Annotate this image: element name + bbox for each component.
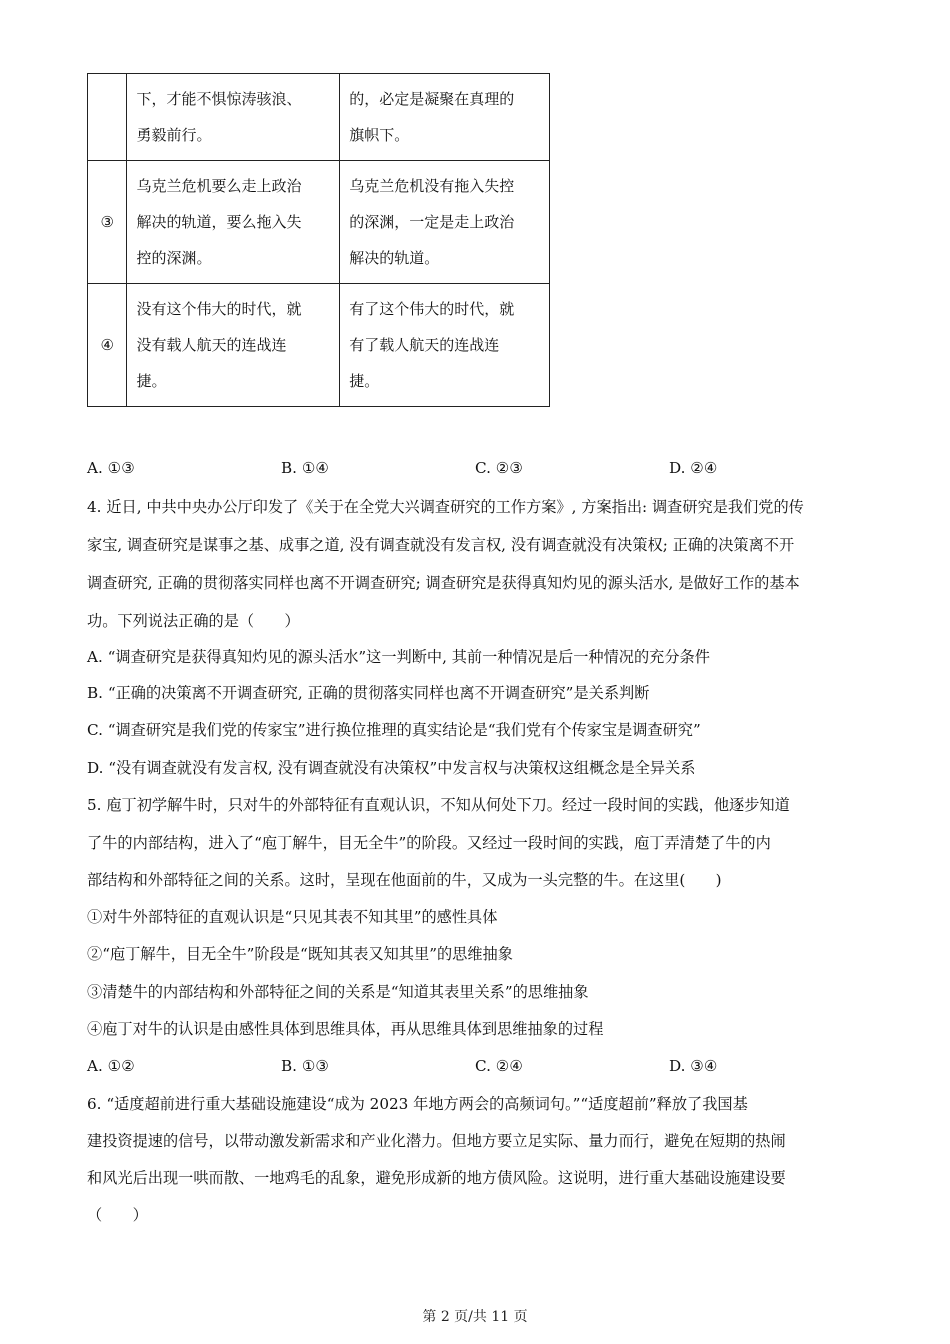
q5-options — [87, 1057, 787, 1077]
left-statement-cell — [127, 74, 340, 161]
q5-option-d[interactable]: D. ③④ — [669, 1057, 718, 1075]
cell-text-line: 下，才能不惧惊涛骇浪、 — [136, 90, 302, 108]
q4-option-c[interactable]: C. “调查研究是我们党的传家宝”进行换位推理的真实结论是“我们党有个传家宝是调查研究” — [87, 721, 701, 739]
q6-stem-line: （ ） — [87, 1206, 148, 1224]
q3-option-b[interactable]: B. ①④ — [281, 459, 330, 477]
left-statement-cell — [127, 284, 340, 407]
page-footer: 第 2 页/共 11 页 — [422, 1309, 528, 1325]
q4-option-d[interactable]: D. “没有调查就没有发言权, 没有调查就没有决策权”中发言权与决策权这组概念是全异关系 — [87, 759, 696, 777]
q6-stem-line: 建投资提速的信号，以带动激发新需求和产业化潜力。但地方要立足实际、量力而行，避免在短期的热闹 — [87, 1132, 786, 1150]
q3-option-d[interactable]: D. ②④ — [669, 459, 718, 477]
q6-stem-line: 6. “适度超前进行重大基础设施建设“成为 2023 年地方两会的高频词句。”“适度超前”释放了我国基 — [87, 1095, 748, 1113]
table-row — [88, 74, 550, 161]
cell-text-line: 有了载人航天的连战连 — [349, 336, 500, 354]
cell-text-line: 捷。 — [136, 372, 167, 390]
q3-option-a[interactable]: A. ①③ — [87, 459, 135, 477]
q4-option-b[interactable]: B. “正确的决策离不开调查研究, 正确的贯彻落实同样也离不开调查研究”是关系判断 — [87, 684, 650, 702]
right-statement-cell — [340, 74, 550, 161]
cell-text-line: 乌克兰危机要么走上政治 — [136, 177, 302, 195]
cell-text-line: 的，必定是凝聚在真理的 — [349, 90, 515, 108]
q5-stem-line: 5. 庖丁初学解牛时，只对牛的外部特征有直观认识，不知从何处下刀。经过一段时间的实践，他逐步知道 — [87, 796, 790, 814]
q3-options — [87, 459, 787, 479]
q3-option-c[interactable]: C. ②③ — [475, 459, 523, 477]
table-row — [88, 284, 550, 407]
cell-text-line: 乌克兰危机没有拖入失控 — [349, 177, 515, 195]
cell-text-line: 勇毅前行。 — [136, 126, 212, 144]
cell-text-line: 捷。 — [349, 372, 380, 390]
cell-text-line: 旗帜下。 — [349, 126, 410, 144]
cell-text-line: 没有载人航天的连战连 — [136, 336, 287, 354]
q5-item: ④庖丁对牛的认识是由感性具体到思维具体，再从思维具体到思维抽象的过程 — [87, 1020, 604, 1038]
cell-text-line: 解决的轨道。 — [349, 249, 440, 267]
q5-option-a[interactable]: A. ①② — [87, 1057, 135, 1075]
row-number: ④ — [88, 284, 127, 407]
q4-option-a[interactable]: A. “调查研究是获得真知灼见的源头活水”这一判断中, 其前一种情况是后一种情况的充分条件 — [87, 648, 710, 666]
q5-option-c[interactable]: C. ②④ — [475, 1057, 523, 1075]
q5-stem-line: 部结构和外部特征之间的关系。这时，呈现在他面前的牛，又成为一头完整的牛。在这里( ) — [87, 871, 722, 889]
q5-item: ③清楚牛的内部结构和外部特征之间的关系是“知道其表里关系”的思维抽象 — [87, 983, 589, 1001]
cell-text-line: 控的深渊。 — [136, 249, 212, 267]
row-number: ③ — [88, 161, 127, 284]
cell-text-line: 解决的轨道，要么拖入失 — [136, 213, 302, 231]
q5-item: ②“庖丁解牛，目无全牛”阶段是“既知其表又知其里”的思维抽象 — [87, 945, 513, 963]
cell-text-line: 的深渊，一定是走上政治 — [349, 213, 515, 231]
right-statement-cell — [340, 284, 550, 407]
q4-stem-line: 调查研究, 正确的贯彻落实同样也离不开调查研究; 调查研究是获得真知灼见的源头活水, 是做好工作的基本 — [87, 574, 800, 592]
q5-stem-line: 了牛的内部结构，进入了“庖丁解牛，目无全牛”的阶段。又经过一段时间的实践，庖丁弄清楚了牛的内 — [87, 834, 771, 852]
q5-item: ①对牛外部特征的直观认识是“只见其表不知其里”的感性具体 — [87, 908, 498, 926]
q4-stem-line: 功。下列说法正确的是（ ） — [87, 612, 300, 630]
q5-option-b[interactable]: B. ①③ — [281, 1057, 330, 1075]
cell-text-line: 没有这个伟大的时代，就 — [136, 300, 302, 318]
q6-stem-line: 和风光后出现一哄而散、一地鸡毛的乱象，避免形成新的地方债风险。这说明，进行重大基础设施建设要 — [87, 1169, 786, 1187]
q4-stem-line: 家宝, 调查研究是谋事之基、成事之道, 没有调查就没有发言权, 没有调查就没有决策权; 正确的决策离不开 — [87, 536, 795, 554]
q4-stem-line: 4. 近日, 中共中央办公厅印发了《关于在全党大兴调查研究的工作方案》, 方案指出: 调查研究是我们党的传 — [87, 498, 804, 516]
cell-text-line: 有了这个伟大的时代，就 — [349, 300, 515, 318]
comparison-table — [87, 73, 550, 407]
right-statement-cell — [340, 161, 550, 284]
row-number — [88, 74, 127, 161]
table-row — [88, 161, 550, 284]
left-statement-cell — [127, 161, 340, 284]
